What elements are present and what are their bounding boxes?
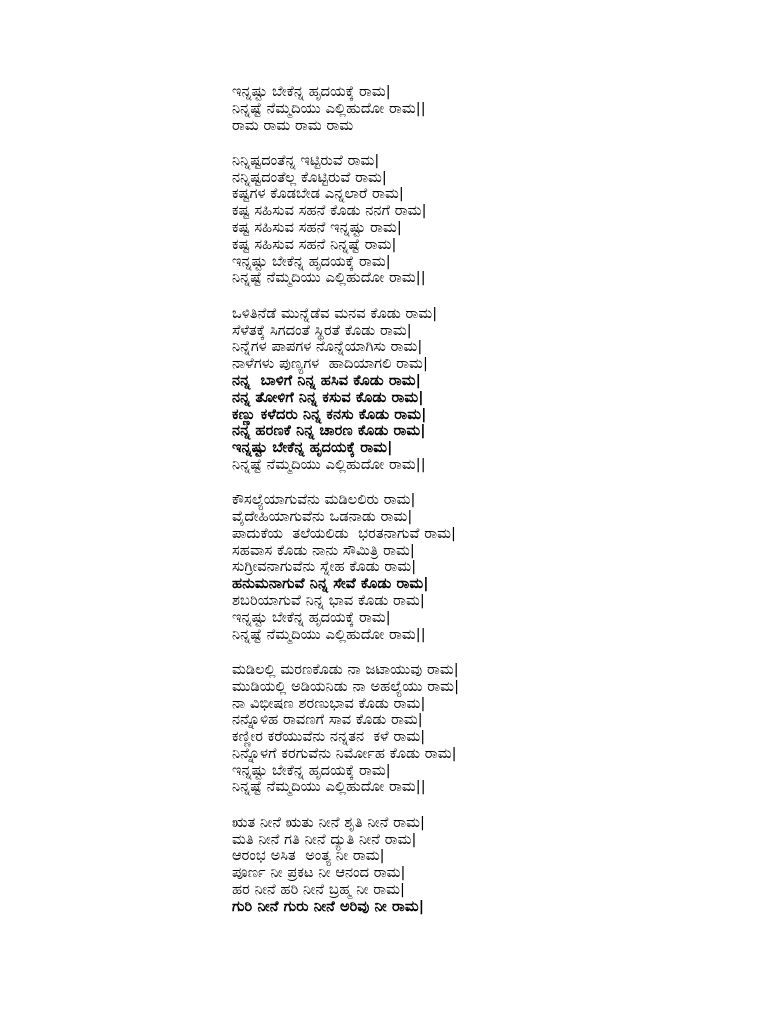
poem-line: ಕಣ್ಣು ಕಳೆದರು ನಿನ್ನ ಕನಸು ಕೊಡು ರಾಮ|: [232, 406, 427, 423]
poem-line: ನಿನ್ನಿಷ್ಟದಂತೆನ್ನ ಇಟ್ಟಿರುವೆ ರಾಮ|: [232, 152, 380, 169]
poem-line: ನಿನ್ನೊಳಗೆ ಕರಗುವೆನು ನಿರ್ಮೋಹ ಕೊಡು ರಾಮ|: [232, 745, 457, 762]
poem-body: [232, 84, 752, 934]
poem-line: ನನ್ನೊಳಿಹ ರಾವಣಗೆ ಸಾವ ಕೊಡು ರಾಮ|: [232, 712, 423, 729]
poem-line: ನಾಳೆಗಳು ಪುಣ್ಯಗಳ ಹಾದಿಯಾಗಲಿ ರಾಮ|: [232, 356, 428, 373]
poem-line: ಇನ್ನಷ್ಟು ಬೇಕೆನ್ನ ಹೃದಯಕ್ಕೆ ರಾಮ|: [232, 84, 391, 100]
poem-line: ಕಷ್ಟ ಸಹಿಸುವ ಸಹನೆ ನಿನ್ನಷ್ಟೆ ರಾಮ|: [232, 236, 397, 253]
poem-line: ನನ್ನಿಷ್ಟದಂತೆಲ್ಲ ಕೊಟ್ಟಿರುವೆ ರಾಮ|: [232, 169, 387, 186]
poem-line: ಒಳಿತಿನೆಡೆ ಮುನ್ನೆಡೆವ ಮನವ ಕೊಡು ರಾಮ|: [232, 305, 438, 322]
poem-line: ಇನ್ನಷ್ಟು ಬೇಕೆನ್ನ ಹೃದಯಕ್ಕೆ ರಾಮ|: [232, 609, 391, 626]
poem-line: ನಿನ್ನಷ್ಟೆ ನೆಮ್ಮದಿಯು ಎಲ್ಲಿಹುದೋ ರಾಮ||: [232, 270, 426, 287]
poem-line: ಕಷ್ಟಗಳ ಕೊಡಬೇಡ ಎನ್ನಲಾರೆ ರಾಮ|: [232, 186, 404, 203]
poem-line: ನನ್ನ ತೋಳಿಗೆ ನಿನ್ನ ಕಸುವ ಕೊಡು ರಾಮ|: [232, 389, 424, 406]
poem-line: ನಾ ವಿಭೀಷಣ ಶರಣುಭಾವ ಕೊಡು ರಾಮ|: [232, 695, 426, 712]
poem-line: ಕಣ್ಣೀರ ಕರೆಯುವೆನು ನನ್ನತನ ಕಳೆ ರಾಮ|: [232, 729, 426, 746]
stanza-2: [232, 153, 752, 287]
poem-line: ಇನ್ನಷ್ಟು ಬೇಕೆನ್ನ ಹೃದಯಕ್ಕೆ ರಾಮ|: [232, 253, 391, 270]
poem-line: ಗುರಿ ನೀನೆ ಗುರು ನೀನೆ ಅರಿವು ನೀ ರಾಮ|: [232, 898, 425, 915]
poem-line: ನಿನ್ನಷ್ಟೆ ನೆಮ್ಮದಿಯು ಎಲ್ಲಿಹುದೋ ರಾಮ||: [232, 456, 426, 473]
poem-line: ನಿನ್ನಷ್ಟೆ ನೆಮ್ಮದಿಯು ಎಲ್ಲಿಹುದೋ ರಾಮ||: [232, 626, 426, 643]
poem-line: ಸಹವಾಸ ಕೊಡು ನಾನು ಸೌಮಿತ್ರಿ ರಾಮ|: [232, 542, 415, 559]
stanza-5: [232, 662, 752, 796]
poem-line: ಶಬರಿಯಾಗುವೆ ನಿನ್ನ ಭಾವ ಕೊಡು ರಾಮ|: [232, 593, 425, 610]
poem-line: ಮತಿ ನೀನೆ ಗತಿ ನೀನೆ ದ್ಯುತಿ ನೀನೆ ರಾಮ|: [232, 831, 417, 848]
stanza-6: [232, 815, 752, 916]
poem-line: ನನ್ನ ಬಾಳಿಗೆ ನಿನ್ನ ಹಸಿವ ಕೊಡು ರಾಮ|: [232, 372, 422, 389]
poem-line: ನಿನ್ನಷ್ಟೆ ನೆಮ್ಮದಿಯು ಎಲ್ಲಿಹುದೋ ರಾಮ||: [232, 100, 426, 117]
poem-line: ಹರ ನೀನೆ ಹರಿ ನೀನೆ ಬ್ರಹ್ಮ ನೀ ರಾಮ|: [232, 881, 406, 898]
poem-line: ಮುಡಿಯಲ್ಲಿ ಅಡಿಯನಿಡು ನಾ ಅಹಲ್ಯೆಯು ರಾಮ|: [232, 678, 460, 695]
poem-line: ಋತ ನೀನೆ ಋತು ನೀನೆ ಶೃತಿ ನೀನೆ ರಾಮ|: [232, 814, 425, 831]
poem-line: ಇನ್ನಷ್ಟು ಬೇಕೆನ್ನ ಹೃದಯಕ್ಕೆ ರಾಮ|: [232, 440, 393, 457]
poem-line: ಇನ್ನಷ್ಟು ಬೇಕೆನ್ನ ಹೃದಯಕ್ಕೆ ರಾಮ|: [232, 762, 391, 779]
poem-line: ಸೆಳೆತಕ್ಕೆ ಸಿಗದಂತೆ ಸ್ಥಿರತೆ ಕೊಡು ರಾಮ|: [232, 322, 412, 339]
poem-line: ಮಡಿಲಲ್ಲಿ ಮರಣಕೊಡು ನಾ ಜಟಾಯುವು ರಾಮ|: [232, 661, 459, 678]
poem-line: ರಾಮ ರಾಮ ರಾಮ ರಾಮ: [232, 117, 354, 134]
poem-line: ಆರಂಭ ಅಸಿತ ಅಂತ್ಯ ನೀ ರಾಮ|: [232, 848, 385, 865]
poem-line: ಹನುಮನಾಗುವೆ ನಿನ್ನ ಸೇವೆ ಕೊಡು ರಾಮ|: [232, 576, 429, 593]
poem-line: ನಿನ್ನೆಗಳ ಪಾಪಗಳ ನೊನ್ನೆಯಾಗಿಸು ರಾಮ|: [232, 339, 423, 356]
poem-line: ಪೂರ್ಣ ನೀ ಪ್ರಕಟ ನೀ ಆನಂದ ರಾಮ|: [232, 865, 406, 882]
poem-line: ಸುಗ್ರೀವನಾಗುವೆನು ಸ್ನೇಹ ಕೊಡು ರಾಮ|: [232, 559, 417, 576]
poem-line: ಕೌಸಲ್ಯೆಯಾಗುವೆನು ಮಡಿಲಲಿರು ರಾಮ|: [232, 492, 416, 509]
stanza-3: [232, 306, 752, 474]
poem-line: ನಿನ್ನಷ್ಟೆ ನೆಮ್ಮದಿಯು ಎಲ್ಲಿಹುದೋ ರಾಮ||: [232, 779, 426, 796]
poem-line: ಕಷ್ಟ ಸಹಿಸುವ ಸಹನೆ ಇನ್ನಷ್ಟು ರಾಮ|: [232, 220, 402, 237]
poem-line: ಕಷ್ಟ ಸಹಿಸುವ ಸಹನೆ ಕೊಡು ನನಗೆ ರಾಮ|: [232, 203, 427, 220]
poem-line: ನನ್ನ ಹರಣಕೆ ನಿನ್ನ ಚಾರಣ ಕೊಡು ರಾಮ|: [232, 423, 426, 440]
poem-line: ಪಾದುಕೆಯ ತಲೆಯಲಿಡು ಭರತನಾಗುವೆ ರಾಮ|: [232, 525, 456, 542]
poem-line: ವೈದೇಹಿಯಾಗುವೆನು ಒಡನಾಡು ರಾಮ|: [232, 509, 413, 526]
stanza-4: [232, 492, 752, 643]
stanza-1: [232, 84, 752, 134]
